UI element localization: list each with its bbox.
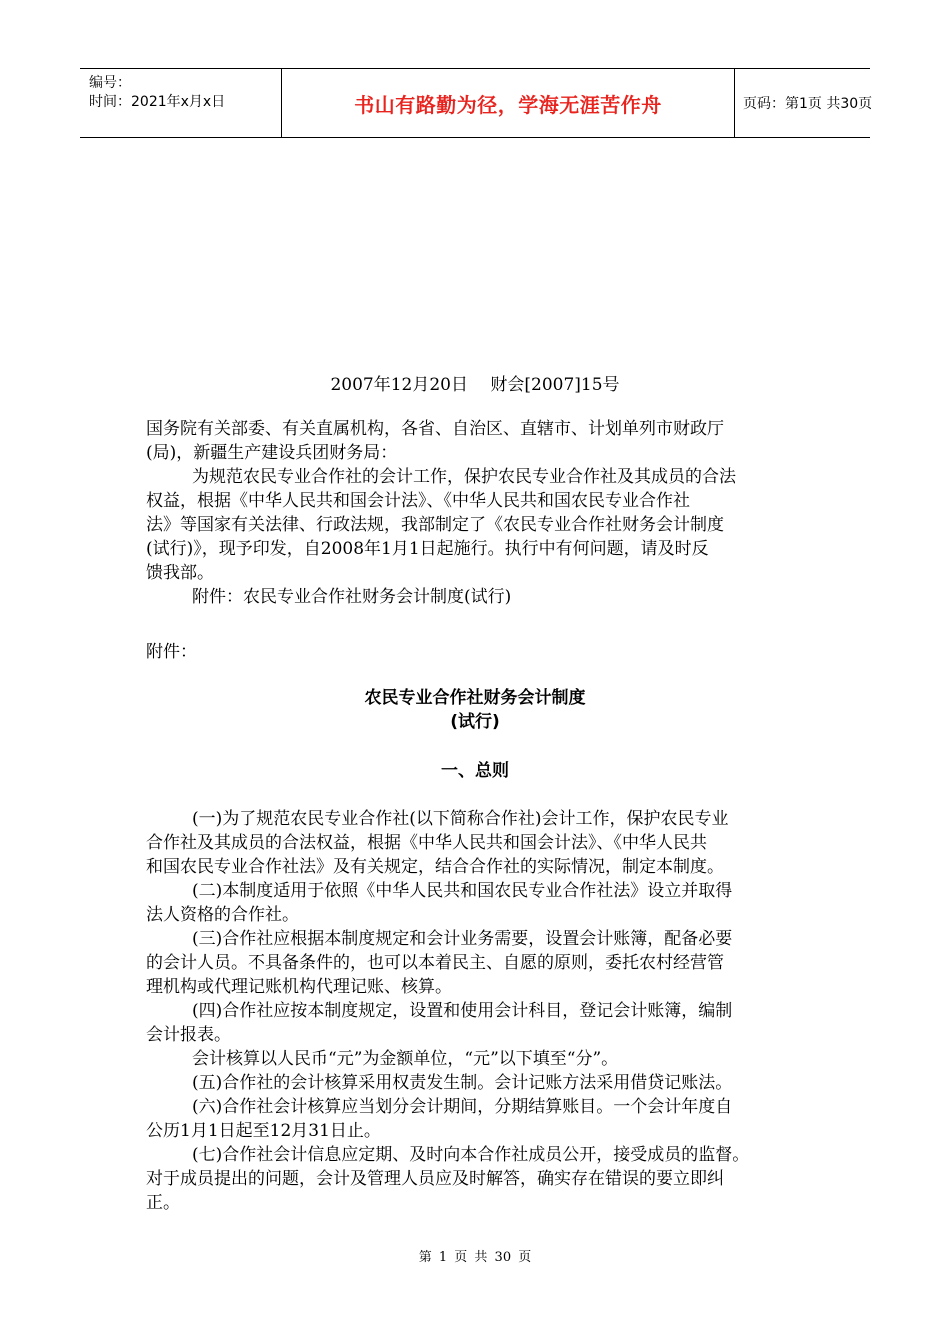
clause-line: 正。 (146, 1193, 180, 1213)
clauses-block (146, 807, 816, 1215)
addressee-line: (局)，新疆生产建设兵团财务局： (146, 443, 398, 463)
attachment-label: 附件： (146, 642, 197, 662)
clause-line: (四)合作社应按本制度规定，设置和使用会计科目，登记会计账簿，编制 (192, 1001, 733, 1021)
clause-line: (一)为了规范农民专业合作社(以下简称合作社)会计工作，保护农民专业 (192, 809, 729, 829)
notice-body-line: 为规范农民专业合作社的会计工作，保护农民专业合作社及其成员的合法 (192, 467, 736, 487)
notice-body-line: (试行)》，现予印发，自2008年1月1日起施行。执行中有何问题，请及时反 (146, 539, 709, 559)
clause-line: (五)合作社的会计核算采用权责发生制。会计记账方法采用借贷记账法。 (192, 1073, 733, 1093)
clause-line: 对于成员提出的问题，会计及管理人员应及时解答，确实存在错误的要立即纠 (146, 1169, 724, 1189)
header-motto: 书山有路勤为径，学海无涯苦作舟 (354, 93, 662, 117)
clause-line: 和国农民专业合作社法》及有关规定，结合合作社的实际情况，制定本制度。 (146, 857, 724, 877)
clause-line: (六)合作社会计核算应当划分会计期间，分期结算账目。一个会计年度自 (192, 1097, 733, 1117)
header-table (80, 68, 873, 138)
clause-line: 的会计人员。不具备条件的，也可以本着民主、自愿的原则，委托农村经营管 (146, 953, 724, 973)
clause-line: 会计核算以人民币“元”为金额单位，“元”以下填至“分”。 (192, 1049, 619, 1069)
clause-line: 公历1月1日起至12月31日止。 (146, 1121, 381, 1141)
notice-body-line: 馈我部。 (146, 563, 214, 583)
notice-body-line: 法》等国家有关法律、行政法规，我部制定了《农民专业合作社财务会计制度 (146, 515, 724, 535)
notice-block (146, 417, 816, 609)
page-info: 页码：第1页 共30页 (743, 96, 873, 112)
clause-line: 法人资格的合作社。 (146, 905, 299, 925)
header-right-cell (734, 69, 873, 137)
clause-line: (三)合作社应根据本制度规定和会计业务需要，设置会计账簿，配备必要 (192, 929, 733, 949)
document-title: 农民专业合作社财务会计制度 (364, 688, 586, 708)
clause-line: (七)合作社会计信息应定期、及时向本合作社成员公开，接受成员的监督。 (192, 1145, 750, 1165)
number-label: 编号： (89, 75, 131, 91)
clause-line: 会计报表。 (146, 1025, 231, 1045)
header-left-cell (80, 69, 281, 137)
notice-body-line: 权益，根据《中华人民共和国会计法》、《中华人民共和国农民专业合作社 (146, 491, 690, 511)
section-title: 一、总则 (441, 761, 509, 781)
clause-line: 理机构或代理记账机构代理记账、核算。 (146, 977, 452, 997)
attachment-line: 附件：农民专业合作社财务会计制度(试行) (192, 587, 512, 607)
clause-line: (二)本制度适用于依照《中华人民共和国农民专业合作社法》设立并取得 (192, 881, 733, 901)
time-label: 时间：2021年x月x日 (89, 94, 226, 110)
addressee-line: 国务院有关部委、有关直属机构，各省、自治区、直辖市、计划单列市财政厅 (146, 419, 724, 439)
header-middle-cell (281, 69, 735, 137)
date-line: 2007年12月20日 财会[2007]15号 (330, 375, 620, 395)
page-footer: 第 1 页 共 30 页 (418, 1250, 532, 1265)
document-subtitle: (试行) (450, 712, 500, 732)
clause-line: 合作社及其成员的合法权益，根据《中华人民共和国会计法》、《中华人民共 (146, 833, 707, 853)
